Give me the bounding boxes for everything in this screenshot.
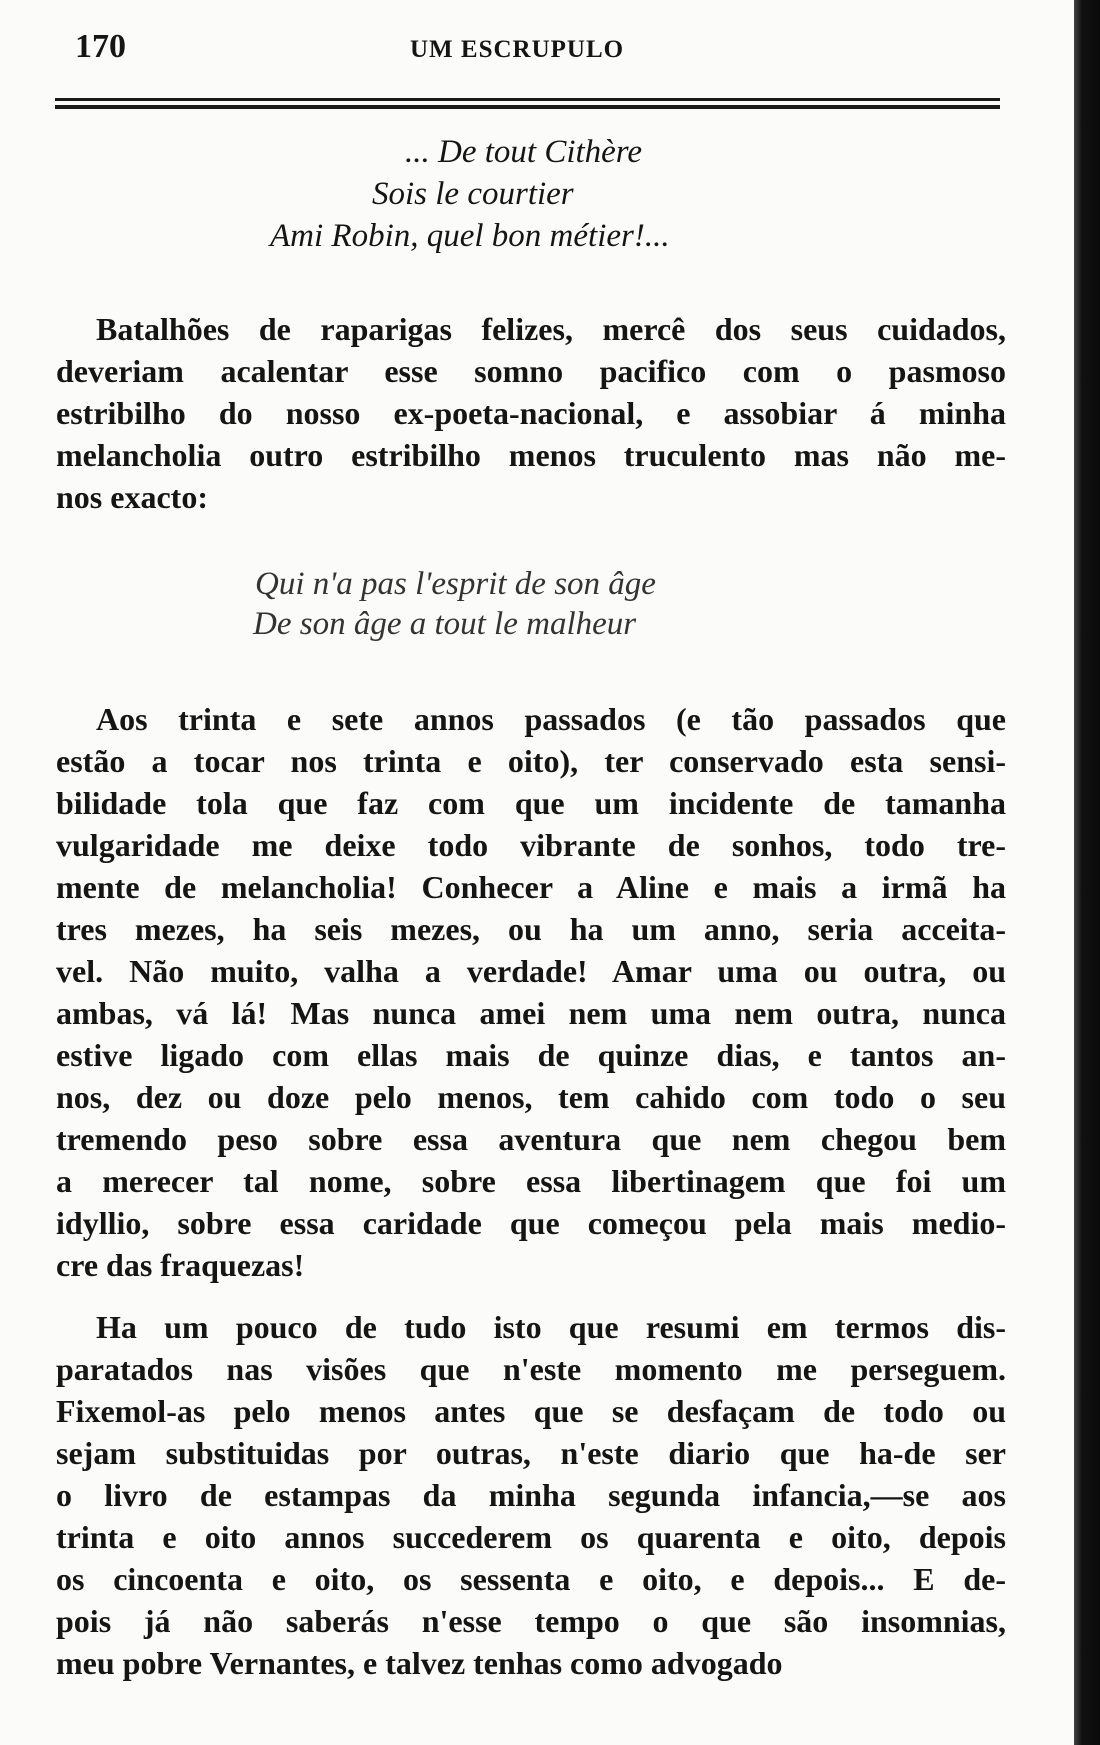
text-line: cre das fraquezas! bbox=[56, 1247, 305, 1283]
verse-line: Sois le courtier bbox=[372, 176, 574, 212]
text-line: trinta e oito annos succederem os quarenta e oito, depois bbox=[56, 1519, 1006, 1555]
text-line: idyllio, sobre essa caridade que começou pela mais medio- bbox=[56, 1205, 1006, 1241]
header-rule-top bbox=[55, 98, 1000, 101]
text-line: o livro de estampas da minha segunda infancia,—se aos bbox=[56, 1477, 1006, 1513]
text-line: paratados nas visões que n'este momento me perseguem. bbox=[56, 1351, 1006, 1387]
text-line: estão a tocar nos trinta e oito), ter conservado esta sensi- bbox=[56, 743, 1006, 779]
text-line: vel. Não muito, valha a verdade! Amar uma ou outra, ou bbox=[56, 953, 1006, 989]
text-line: tres mezes, ha seis mezes, ou ha um anno, seria acceita- bbox=[56, 911, 1006, 947]
text-line: Ha um pouco de tudo isto que resumi em termos dis- bbox=[96, 1309, 1006, 1345]
text-line: Batalhões de raparigas felizes, mercê dos seus cuidados, bbox=[96, 311, 1006, 347]
verse-line: ... De tout Cithère bbox=[405, 134, 643, 170]
text-line: estive ligado com ellas mais de quinze dias, e tantos an- bbox=[56, 1037, 1006, 1073]
text-line: a merecer tal nome, sobre essa libertinagem que foi um bbox=[56, 1163, 1006, 1199]
text-line: bilidade tola que faz com que um incidente de tamanha bbox=[56, 785, 1006, 821]
page-number: 170 bbox=[75, 28, 126, 65]
text-line: deveriam acalentar esse somno pacifico com o pasmoso bbox=[56, 353, 1006, 389]
text-line: nos exacto: bbox=[56, 479, 208, 515]
text-line: melancholia outro estribilho menos truculento mas não me- bbox=[56, 437, 1006, 473]
text-line: meu pobre Vernantes, e talvez tenhas como advogado bbox=[56, 1645, 783, 1681]
text-line: vulgaridade me deixe todo vibrante de sonhos, todo tre- bbox=[56, 827, 1006, 863]
text-line: nos, dez ou doze pelo menos, tem cahido com todo o seu bbox=[56, 1079, 1006, 1115]
verse-line: Qui n'a pas l'esprit de son âge bbox=[255, 566, 656, 602]
verse-line: De son âge a tout le malheur bbox=[253, 606, 637, 642]
text-line: mente de melancholia! Conhecer a Aline e mais a irmã ha bbox=[56, 869, 1006, 905]
running-title: UM ESCRUPULO bbox=[410, 36, 625, 63]
text-line: tremendo peso sobre essa aventura que nem chegou bem bbox=[56, 1121, 1006, 1157]
verse-line: Ami Robin, quel bon métier!... bbox=[270, 218, 670, 254]
text-line: estribilho do nosso ex-poeta-nacional, e assobiar á minha bbox=[56, 395, 1006, 431]
book-binding-edge bbox=[1074, 0, 1100, 1745]
text-line: ambas, vá lá! Mas nunca amei nem uma nem outra, nunca bbox=[56, 995, 1006, 1031]
text-line: os cincoenta e oito, os sessenta e oito, e depois... E de- bbox=[56, 1561, 1006, 1597]
text-line: pois já não saberás n'esse tempo o que são insomnias, bbox=[56, 1603, 1006, 1639]
text-line: Fixemol-as pelo menos antes que se desfaçam de todo ou bbox=[56, 1393, 1006, 1429]
text-line: sejam substituidas por outras, n'este diario que ha-de ser bbox=[56, 1435, 1006, 1471]
header-rule-bottom bbox=[55, 105, 1000, 109]
text-line: Aos trinta e sete annos passados (e tão passados que bbox=[96, 701, 1006, 737]
